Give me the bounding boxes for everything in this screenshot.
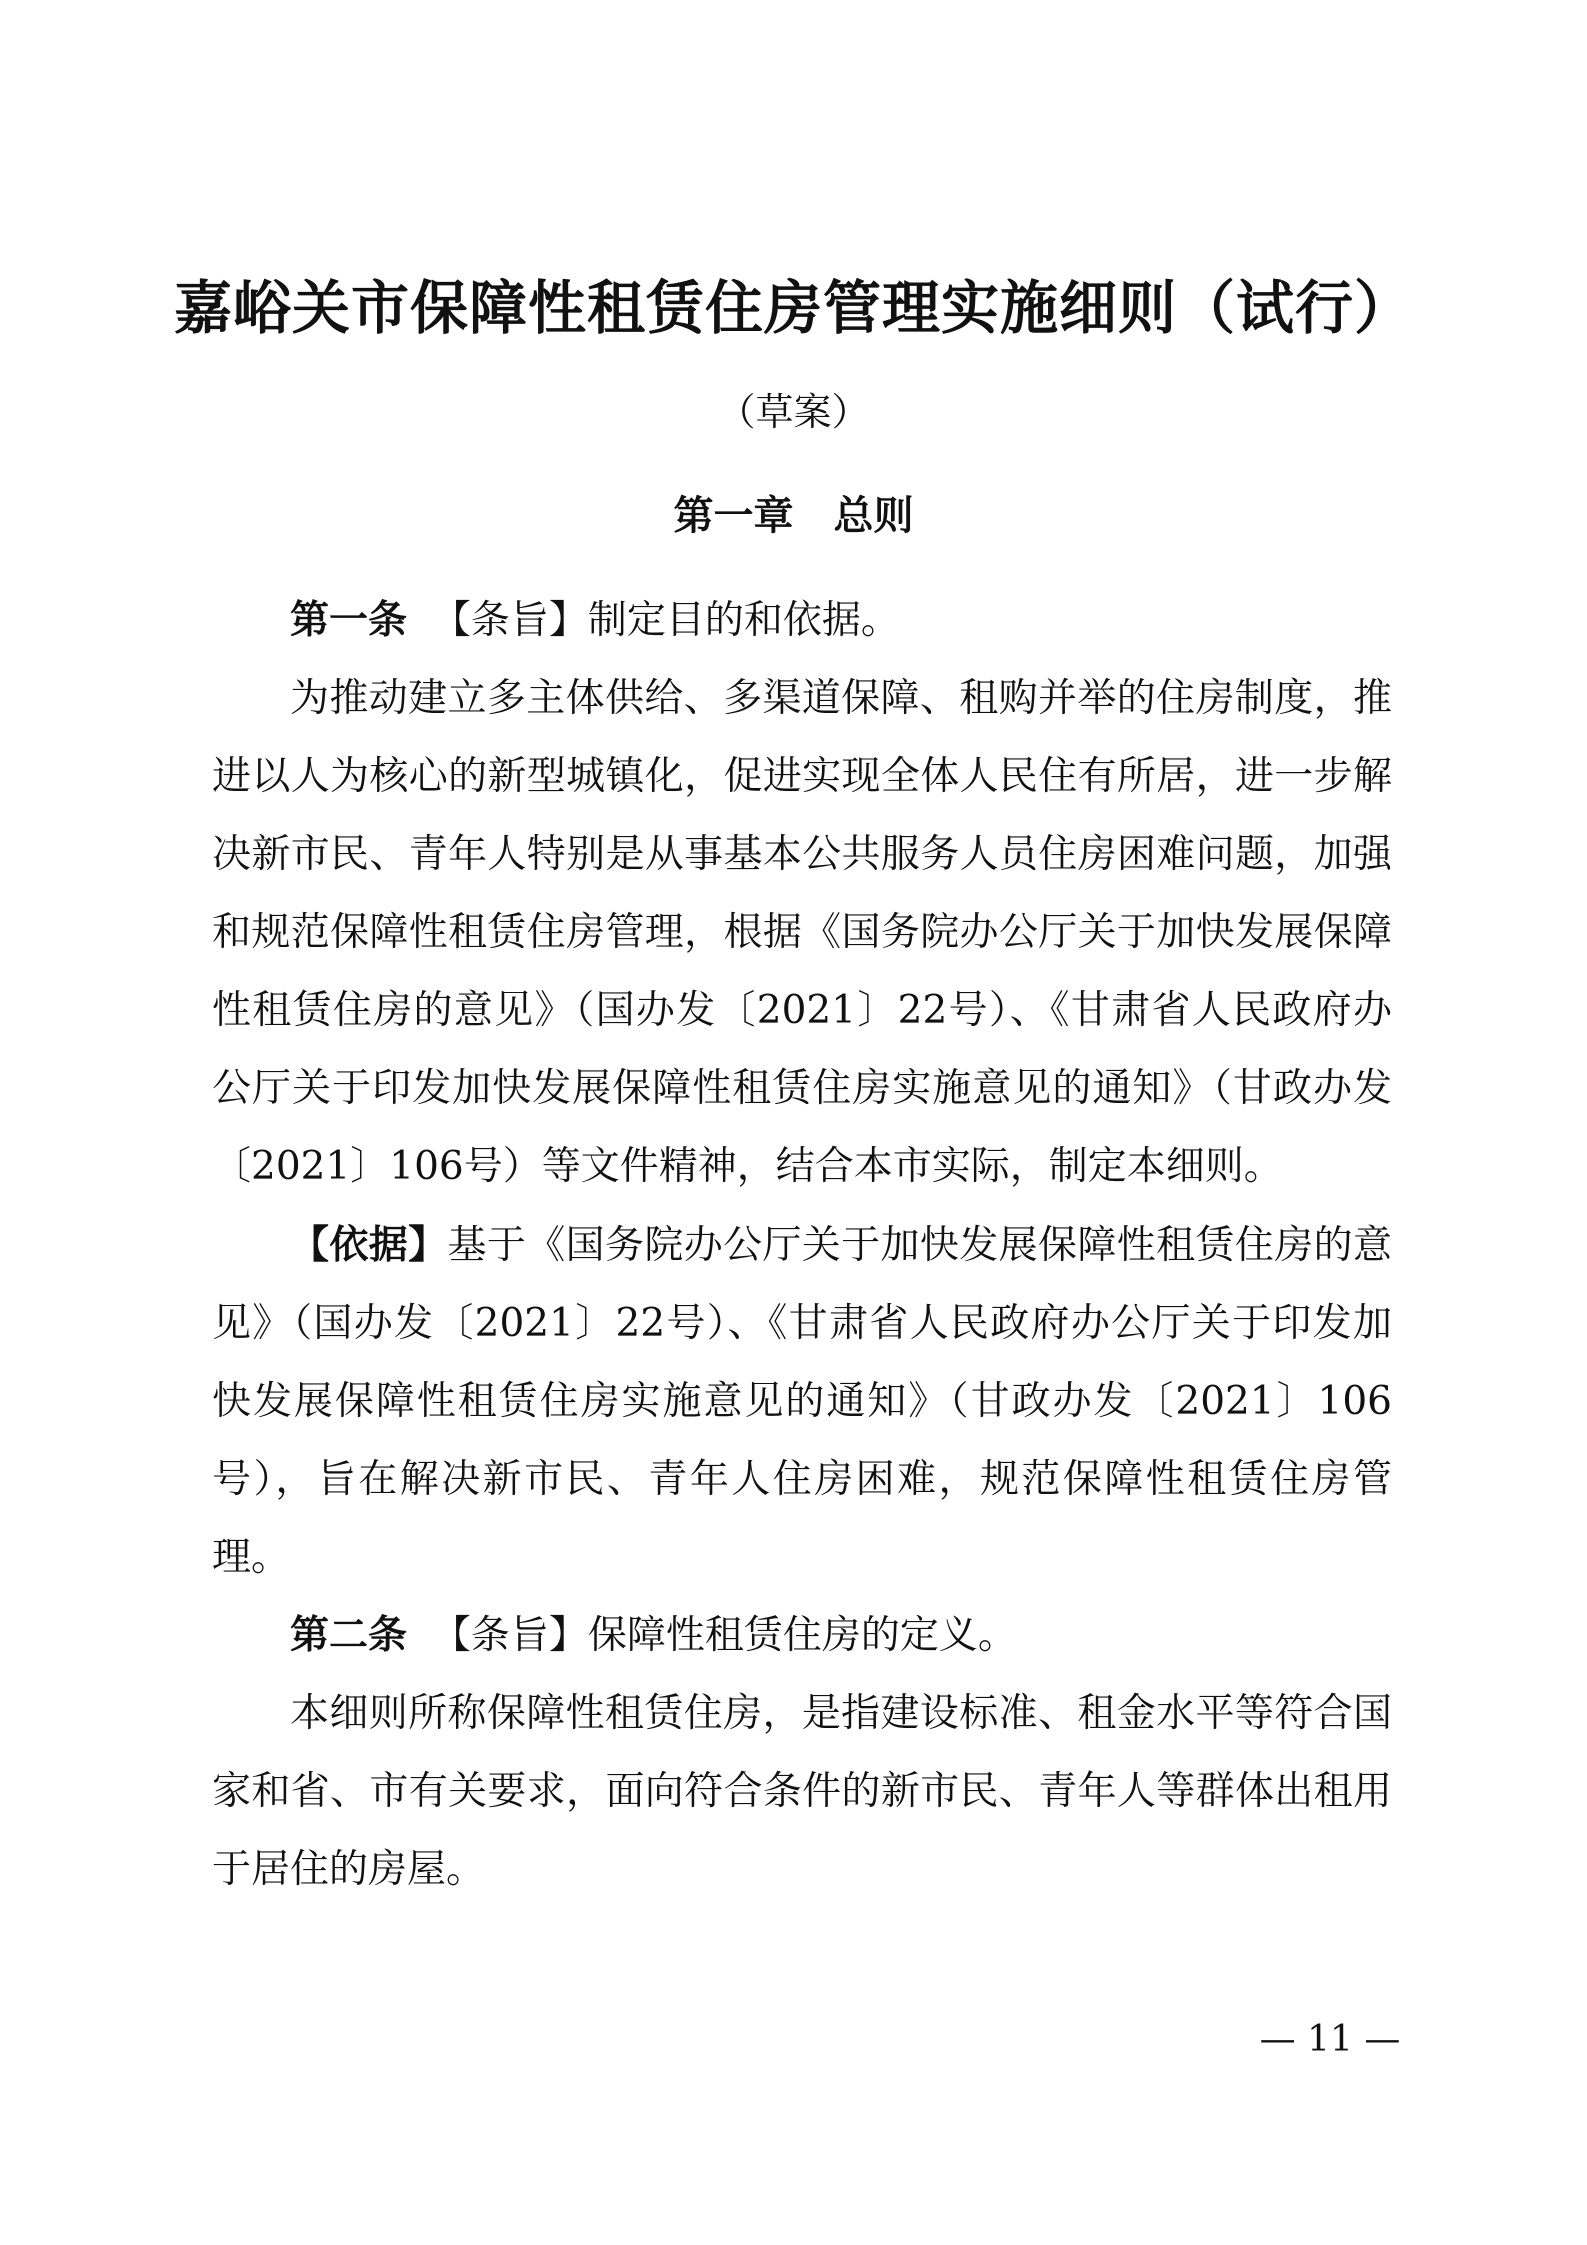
article-summary: 【条旨】制定目的和依据。 bbox=[431, 598, 900, 643]
document-title: 嘉峪关市保障性租赁住房管理实施细则（试行） bbox=[173, 274, 1413, 342]
document-body bbox=[212, 582, 1392, 1909]
page-number: — 11 — bbox=[1259, 2019, 1401, 2060]
article-paragraph: 本细则所称保障性租赁住房，是指建设标准、租金水平等符合国家和省、市有关要求，面向符合条件的新市民、青年人等群体出租用于居住的房屋。 bbox=[212, 1691, 1392, 1892]
basis-text: 基于《国务院办公厅关于加快发展保障性租赁住房的意见》（国办发〔2021〕22号）、《甘肃省人民政府办公厅关于印发加快发展保障性租赁住房实施意见的通知》（甘政办发〔2021〕106号），旨在解决新市民、青年人住房困难，规范保障性租赁住房管理。 bbox=[212, 1223, 1392, 1580]
article-heading bbox=[212, 582, 1392, 660]
basis-label: 【依据】 bbox=[290, 1222, 448, 1268]
document-subtitle: （草案） bbox=[717, 390, 870, 434]
article-heading bbox=[212, 1597, 1392, 1675]
article-number: 第二条 bbox=[290, 1613, 408, 1658]
article-number: 第一条 bbox=[290, 598, 408, 643]
basis-paragraph bbox=[212, 1206, 1392, 1597]
article-summary: 【条旨】保障性租赁住房的定义。 bbox=[431, 1613, 1017, 1658]
chapter-heading: 第一章 总则 bbox=[673, 493, 914, 539]
article-paragraph: 为推动建立多主体供给、多渠道保障、租购并举的住房制度，推进以人为核心的新型城镇化，促进实现全体人民住有所居，进一步解决新市民、青年人特别是从事基本公共服务人员住房困难问题，加强和规范保障性租赁住房管理，根据《国务院办公厅关于加快发展保障性租赁住房的意见》（国办发〔2021〕22号）、《甘肃省人民政府办公厅关于印发加快发展保障性租赁住房实施意见的通知》（甘政办发〔2021〕106号）等文件精神，结合本市实际，制定本细则。 bbox=[212, 676, 1392, 1189]
